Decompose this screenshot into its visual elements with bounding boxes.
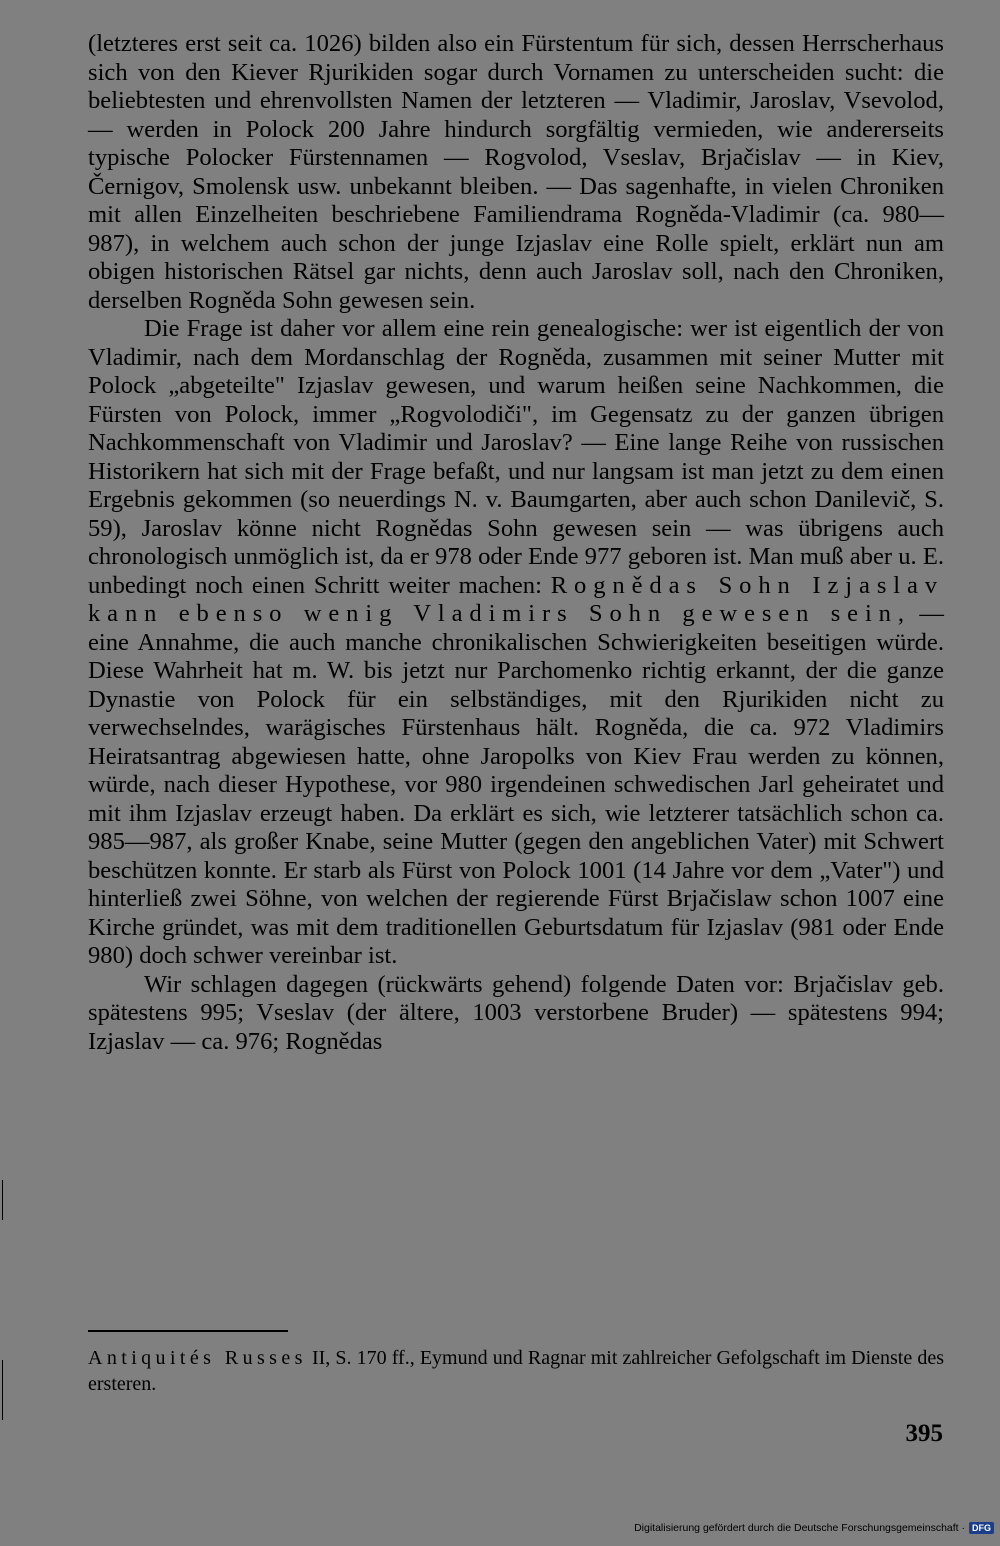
scan-edge-mark: [2, 1360, 3, 1420]
footnote-divider: [88, 1330, 288, 1332]
footnote: [88, 1345, 944, 1397]
page-number: 395: [905, 1420, 943, 1447]
scan-edge-mark: [2, 1180, 3, 1220]
dfg-logo: DFG: [969, 1522, 994, 1534]
paragraph-1: (letzteres erst seit ca. 1026) bilden also ein Fürstentum für sich, dessen Herrscherhaus sich von den Kiever Rjurikiden sogar durch Vornamen zu unterscheiden sucht: die beliebtesten und ehrenvollsten Namen der letzteren — Vladimir, Jaroslav, Vsevolod, — werden in Polock 200 Jahre hindurch sorgfältig vermieden, wie andererseits typische Polocker Fürstennamen — Rogvolod, Vseslav, Brjačislav — in Kiev, Černigov, Smolensk usw. unbekannt bleiben. — Das sagenhafte, in vielen Chroniken mit allen Einzelheiten beschriebene Familiendrama Rogněda-Vladimir (ca. 980—987), in welchem auch schon der junge Izjaslav eine Rolle spielt, erklärt nun am obigen historischen Rätsel gar nichts, denn auch Jaroslav soll, nach den Chroniken, derselben Rogněda Sohn gewesen sein.: [88, 30, 944, 314]
paragraph-2: [88, 315, 944, 971]
paragraph-2-part-a: Die Frage ist daher vor allem eine rein genealogische: wer ist eigentlich der von Vladimir, nach dem Mordanschlag der Rogněda, zusammen mit seiner Mutter mit Polock „abgeteilte" Izjaslav gewesen, und warum heißen seine Nachkommen, die Fürsten von Polock, immer „Rogvolodiči", im Gegensatz zu der ganzen übrigen Nachkommenschaft von Vladimir und Jaroslav? — Eine lange Reihe von russischen Historikern hat sich mit der Frage befaßt, und nur langsam ist man jetzt zu dem einen Ergebnis gekommen (so neuerdings N. v. Baumgarten, aber auch schon Danilevič, S. 59), Jaroslav könne nicht Rognědas Sohn gewesen sein — was übrigens auch chronologisch unmöglich ist, da er 978 oder Ende 977 geboren ist. Man muß aber u. E. unbedingt noch einen Schritt weiter machen:: [88, 315, 944, 599]
paragraph-2-part-b: — eine Annahme, die auch manche chronikalischen Schwierigkeiten beseitigen würde. Diese Wahrheit hat m. W. bis jetzt nur Parchomenko richtig erkannt, der die ganze Dynastie von Polock für ein selbständiges, mit den Rjurikiden nicht zu verwechselndes, warägisches Fürstenhaus hält. Rogněda, die ca. 972 Vladimirs Heiratsantrag abgewiesen hatte, ohne Jaropolks von Kiev Frau werden zu können, würde, nach dieser Hypothese, vor 980 irgendeinen schwedischen Jarl geheiratet und mit ihm Izjaslav erzeugt haben. Da erklärt es sich, wie letzterer tatsächlich schon ca. 985—987, als großer Knabe, seine Mutter (gegen den angeblichen Vater) mit Schwert beschützen konnte. Er starb als Fürst von Polock 1001 (14 Jahre vor dem „Vater") und hinterließ zwei Söhne, von welchen der regierende Fürst Brjačislaw schon 1007 eine Kirche gründet, was mit dem traditionellen Geburtsdatum für Izjaslav (981 oder Ende 980) doch schwer vereinbar ist.: [88, 600, 944, 969]
digitization-credit: [634, 1522, 994, 1534]
paragraph-3: Wir schlagen dagegen (rückwärts gehend) folgende Daten vor: Brjačislav geb. spätestens 995; Vseslav (der ältere, 1003 verstorbene Bruder) — spätestens 994; Izjaslav — ca. 976; Rognědas: [88, 970, 944, 1055]
footnote-title: Antiquités Russes: [88, 1347, 307, 1369]
spaced-emphasis: Rognědas Sohn Izjaslav kann ebenso wenig Vladimirs Sohn gewesen sein,: [88, 571, 944, 627]
digitization-credit-text: Digitalisierung gefördert durch die Deutsche Forschungsgemeinschaft ·: [634, 1522, 965, 1534]
page-text: [88, 30, 944, 1056]
footnote-text: II, S. 170 ff., Eymund und Ragnar mit zahlreicher Gefolgschaft im Dienste des ersteren.: [88, 1347, 945, 1395]
